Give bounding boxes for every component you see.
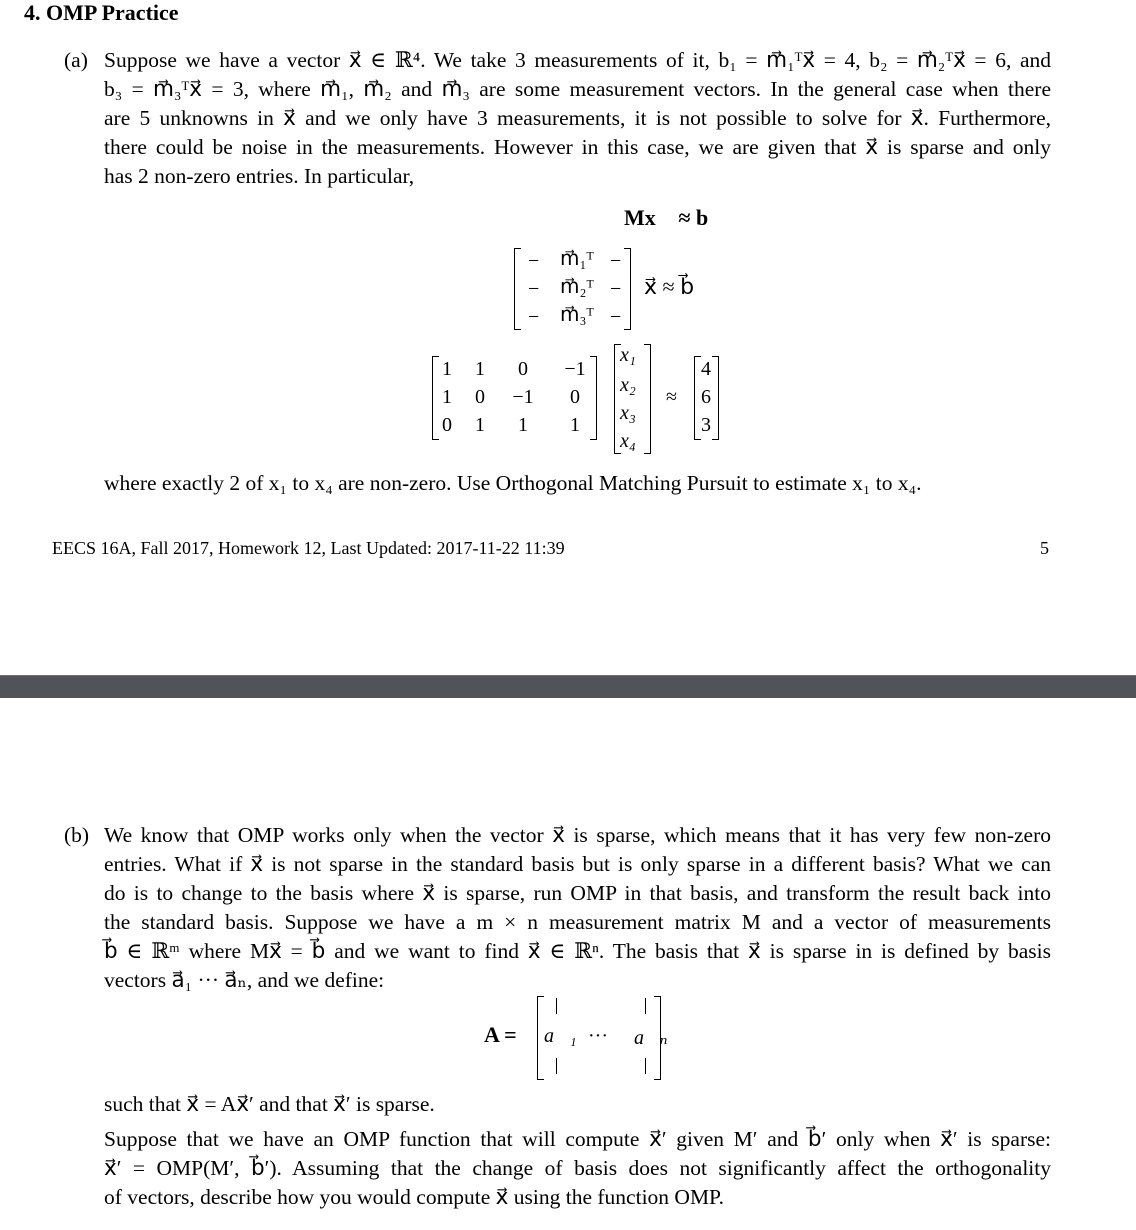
- column-bar: [556, 998, 557, 1014]
- page-divider: [0, 675, 1136, 698]
- part-b-line-4: the standard basis. Suppose we have a m × n measurement matrix M and a vector of measurements: [104, 910, 1051, 934]
- basis-vector-a1: a⃗₁: [544, 1025, 577, 1047]
- part-b-question-line-1: Suppose that we have an OMP function that will compute x⃗′ given M′ and b⃗′ only when x⃗′ is sparse:: [104, 1127, 1051, 1151]
- part-b-question-line-3: of vectors, describe how you would compute x⃗ using the function OMP.: [104, 1185, 725, 1209]
- b-entry: 4: [701, 358, 711, 380]
- matrix-cell: 1: [442, 358, 452, 380]
- matrix-cell: 0: [475, 386, 485, 408]
- row-m2-transpose: m⃗₂ᵀ: [560, 276, 594, 298]
- b-entry: 3: [701, 414, 711, 436]
- column-bar: [645, 998, 646, 1014]
- matrix-cell: 0: [442, 414, 452, 436]
- x-entry: x₂: [620, 374, 636, 396]
- row-dash: −: [610, 278, 622, 300]
- matrix-cell: 1: [518, 414, 528, 436]
- x-entry: x₁: [620, 344, 636, 366]
- b-vector-left-bracket: [694, 356, 701, 440]
- part-b-line-3: do is to change to the basis where x⃗ is sparse, run OMP in that basis, and transform the result back into: [104, 881, 1051, 905]
- part-b-such-that: such that x⃗ = Ax⃗′ and that x⃗′ is sparse.: [104, 1092, 435, 1116]
- matrix-cell: 1: [475, 358, 485, 380]
- part-a-closing: where exactly 2 of x₁ to x₄ are non-zero. Use Orthogonal Matching Pursuit to estimate x₁ to x₄.: [104, 471, 922, 495]
- part-b-line-1: We know that OMP works only when the vector x⃗ is sparse, which means that it has very few non-zero: [104, 823, 1051, 847]
- matrix-cell: 0: [570, 386, 580, 408]
- page-number: 5: [1040, 538, 1049, 558]
- part-a-line-4: there could be noise in the measurements. However in this case, we are given that x⃗ is sparse and only: [104, 135, 1051, 159]
- column-bar: [556, 1058, 557, 1074]
- b-entry: 6: [701, 386, 711, 408]
- part-b-line-6: vectors a⃗₁ ··· a⃗ₙ, and we define:: [104, 968, 385, 992]
- row-dash: −: [528, 250, 540, 272]
- part-b-question-line-2: x⃗′ = OMP(M′, b⃗′). Assuming that the change of basis does not significantly affect the orthogonality: [104, 1156, 1051, 1180]
- matrix-cell: −1: [564, 358, 586, 380]
- section-heading: 4. OMP Practice: [24, 0, 179, 25]
- approx-symbol: ≈: [666, 386, 677, 408]
- matrix-cell: −1: [512, 386, 534, 408]
- page-footer: EECS 16A, Fall 2017, Homework 12, Last Updated: 2017-11-22 11:39: [52, 538, 565, 558]
- part-b-line-5: b⃗ ∈ ℝᵐ where Mx⃗ = b⃗ and we want to find x⃗ ∈ ℝⁿ. The basis that x⃗ is sparse in is defined by basis: [104, 939, 1051, 963]
- row-m1-transpose: m⃗₁ᵀ: [560, 248, 594, 270]
- x-entry: x₄: [620, 430, 636, 452]
- x-approx-b: x⃗ ≈ b⃗: [644, 274, 695, 299]
- row-dash: −: [528, 306, 540, 328]
- part-a-label: (a): [64, 48, 88, 72]
- matrix-a-lhs: A =: [484, 1022, 517, 1047]
- part-a-line-2: b₃ = m⃗₃ᵀx⃗ = 3, where m⃗₁, m⃗₂ and m⃗₃ are some measurement vectors. In the general case when there: [104, 77, 1051, 101]
- matrix-right-bracket: [590, 356, 597, 440]
- part-a-paragraph: [64, 46, 1051, 191]
- left-bracket: [514, 248, 521, 330]
- part-b-label: (b): [64, 823, 90, 847]
- part-b-question: [104, 1125, 1051, 1212]
- part-a-line-1: Suppose we have a vector x⃗ ∈ ℝ⁴. We take 3 measurements of it, b₁ = m⃗₁ᵀx⃗ = 4, b₂ = m⃗₂ᵀx⃗ = 6, and: [104, 48, 1051, 72]
- row-m3-transpose: m⃗₃ᵀ: [560, 304, 594, 326]
- equation-mx-approx-b: Mx⃗ ≈ b⃗: [624, 205, 726, 230]
- right-bracket: [624, 248, 631, 330]
- row-dash: −: [610, 306, 622, 328]
- basis-vector-an: a⃗ₙ: [634, 1027, 668, 1049]
- part-a-line-5: has 2 non-zero entries. In particular,: [104, 164, 415, 188]
- matrix-cell: 0: [518, 358, 528, 380]
- b-vector-right-bracket: [712, 356, 719, 440]
- row-dash: −: [610, 250, 622, 272]
- part-b-paragraph: [64, 821, 1051, 995]
- matrix-cell: 1: [442, 386, 452, 408]
- x-vector-right-bracket: [644, 344, 651, 454]
- column-bar: [645, 1058, 646, 1074]
- matrix-cell: 1: [570, 414, 580, 436]
- part-a-line-3: are 5 unknowns in x⃗ and we only have 3 measurements, it is not possible to solve for x⃗. Furthermore,: [104, 106, 1051, 130]
- part-b-line-2: entries. What if x⃗ is not sparse in the standard basis but is only sparse in a different basis? What we can: [104, 852, 1051, 876]
- ellipsis: ···: [588, 1025, 608, 1047]
- x-entry: x₃: [620, 402, 636, 424]
- row-dash: −: [528, 278, 540, 300]
- a-left-bracket: [537, 996, 544, 1080]
- matrix-cell: 1: [475, 414, 485, 436]
